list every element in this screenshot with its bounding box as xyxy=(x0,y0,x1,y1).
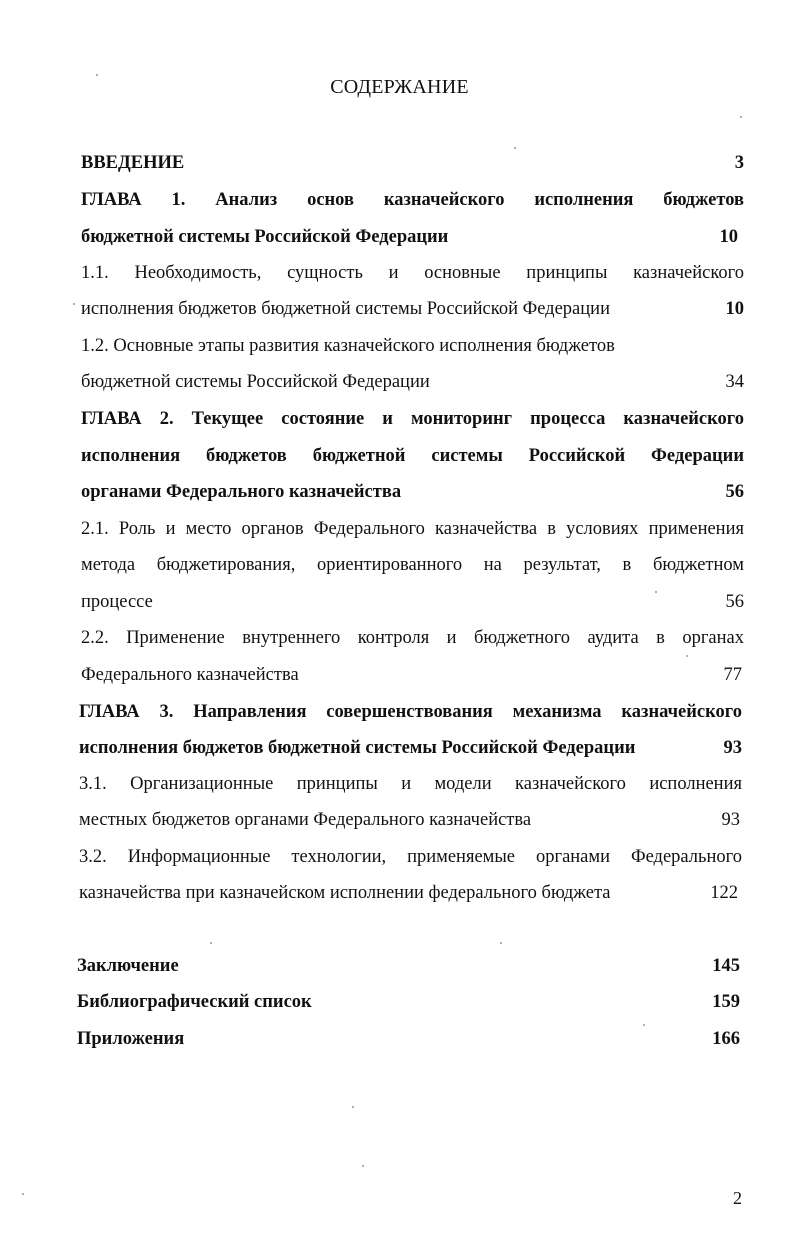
toc-s11-page: 10 xyxy=(725,299,744,319)
toc-s22-line1: 2.2. Применение внутреннего контроля и бюджетного аудита в органах xyxy=(81,628,744,648)
toc-s12-line1: 1.2. Основные этапы развития казначейского исполнения бюджетов xyxy=(81,336,615,356)
toc-intro-label: ВВЕДЕНИЕ xyxy=(81,153,185,173)
toc-s12-page: 34 xyxy=(725,372,744,392)
toc-appendices-page: 166 xyxy=(712,1029,740,1049)
scan-speck xyxy=(686,655,688,657)
toc-ch2-line1: ГЛАВА 2. Текущее состояние и мониторинг процесса казначейского xyxy=(81,409,744,429)
scan-speck xyxy=(500,942,502,944)
toc-s32-line2: казначейства при казначейском исполнении федерального бюджета xyxy=(79,883,611,903)
toc-conclusion-page: 145 xyxy=(712,956,740,976)
toc-bibliography-label: Библиографический список xyxy=(77,992,312,1012)
toc-s21-line3: процессе xyxy=(81,592,153,612)
toc-s22-page: 77 xyxy=(723,665,742,685)
toc-s31-line2: местных бюджетов органами Федерального казначейства xyxy=(79,810,532,830)
toc-intro-page: 3 xyxy=(734,153,744,173)
toc-s12-line2: бюджетной системы Российской Федерации xyxy=(81,372,430,392)
toc-appendices-label: Приложения xyxy=(77,1029,185,1049)
toc-ch1-line2: бюджетной системы Российской Федерации xyxy=(81,227,449,247)
scan-speck xyxy=(643,1024,645,1026)
toc-s21-line1: 2.1. Роль и место органов Федерального казначейства в условиях применения xyxy=(81,519,744,539)
toc-s21-page: 56 xyxy=(725,592,744,612)
page-title: СОДЕРЖАНИЕ xyxy=(330,76,469,98)
toc-conclusion-label: Заключение xyxy=(77,956,179,976)
scan-speck xyxy=(514,147,516,149)
toc-ch2-page: 56 xyxy=(725,482,744,502)
scan-speck xyxy=(96,74,98,76)
toc-s21-line2: метода бюджетирования, ориентированного на результат, в бюджетном xyxy=(81,555,744,575)
scan-speck xyxy=(73,303,75,305)
toc-s32-page: 122 xyxy=(710,883,738,903)
toc-s31-line1: 3.1. Организационные принципы и модели казначейского исполнения xyxy=(79,774,742,794)
scan-speck xyxy=(22,1193,24,1195)
toc-ch1-line1: ГЛАВА 1. Анализ основ казначейского исполнения бюджетов xyxy=(81,190,744,210)
toc-s11-line2: исполнения бюджетов бюджетной системы Российской Федерации xyxy=(81,299,610,319)
toc-s32-line1: 3.2. Информационные технологии, применяемые органами Федерального xyxy=(79,847,742,867)
toc-ch1-page: 10 xyxy=(719,227,738,247)
toc-ch2-line2: исполнения бюджетов бюджетной системы Российской Федерации xyxy=(81,446,744,466)
toc-s31-page: 93 xyxy=(721,810,740,830)
toc-s11-line1: 1.1. Необходимость, сущность и основные принципы казначейского xyxy=(81,263,744,283)
scan-speck xyxy=(352,1106,354,1108)
scan-speck xyxy=(740,116,742,118)
toc-bibliography-page: 159 xyxy=(712,992,740,1012)
toc-ch2-line3: органами Федерального казначейства xyxy=(81,482,402,502)
page-number: 2 xyxy=(733,1188,742,1208)
scan-speck xyxy=(210,942,212,944)
toc-ch3-line1: ГЛАВА 3. Направления совершенствования механизма казначейского xyxy=(79,702,742,722)
scan-speck xyxy=(362,1165,364,1167)
scan-speck xyxy=(655,591,657,593)
toc-s22-line2: Федерального казначейства xyxy=(81,665,299,685)
toc-ch3-page: 93 xyxy=(723,738,742,758)
toc-ch3-line2: исполнения бюджетов бюджетной системы Российской Федерации xyxy=(79,738,636,758)
